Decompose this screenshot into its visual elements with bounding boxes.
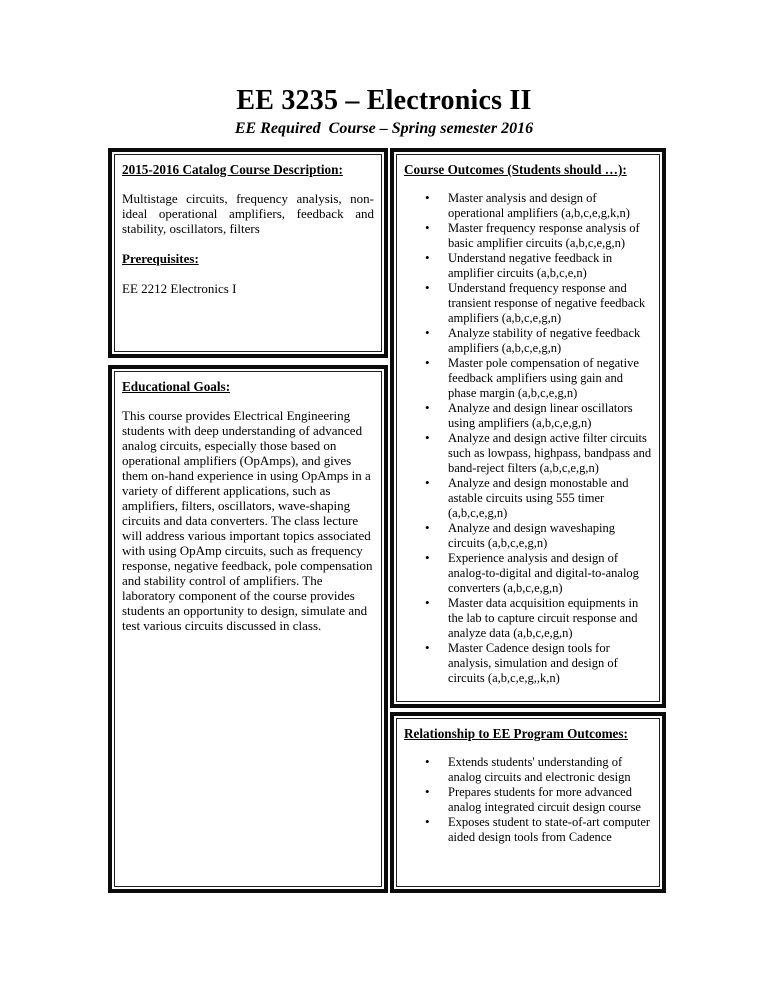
program-outcome-text: Exposes student to state-of-art computer aided design tools from Cadence (448, 815, 651, 844)
program-outcomes-heading: Relationship to EE Program Outcomes: (404, 726, 628, 741)
prerequisites-heading: Prerequisites: (122, 251, 199, 266)
course-outcome-item (404, 326, 652, 356)
bullet-icon: • (425, 355, 430, 370)
program-outcomes-list (404, 755, 652, 845)
bullet-icon: • (425, 280, 430, 295)
bullet-icon: • (425, 520, 430, 535)
course-outcome-text: Experience analysis and design of analog-to-digital and digital-to-analog converters (a,b,c,e,g,n) (448, 551, 639, 595)
course-outcomes-list (404, 191, 652, 686)
catalog-heading: 2015-2016 Catalog Course Description: (122, 162, 343, 177)
content-columns (108, 148, 666, 893)
course-outcome-item (404, 431, 652, 476)
bullet-icon: • (425, 814, 430, 829)
course-outcome-item (404, 641, 652, 686)
program-outcome-text: Prepares students for more advanced analog integrated circuit design course (448, 785, 641, 814)
catalog-description-box (108, 148, 388, 358)
left-column (108, 148, 388, 893)
bullet-icon: • (425, 784, 430, 799)
bullet-icon: • (425, 250, 430, 265)
course-outcome-text: Analyze and design monostable and astable circuits using 555 timer (a,b,c,e,g,n) (448, 476, 629, 520)
course-outcome-item (404, 596, 652, 641)
educational-goals-heading: Educational Goals: (122, 379, 231, 394)
educational-goals-text: This course provides Electrical Engineering students with deep understanding of advanced analog circuits, especially those based on operational amplifiers (OpAmps), and gives them on-hand experience in using OpAmps in a variety of different applications, such as amplifiers, filters, oscillators, wave-shaping circuits and data converters. The class lecture will address various important topics associated with using OpAmp circuits, such as frequency response, negative feedback, pole compensation and stability control of amplifiers. The laboratory component of the course provides students an opportunity to design, simulate and test various circuits discussed in class. (122, 408, 373, 633)
course-outcome-item (404, 521, 652, 551)
course-outcome-text: Master analysis and design of operational amplifiers (a,b,c,e,g,k,n) (448, 191, 630, 220)
course-outcome-item (404, 281, 652, 326)
course-outcome-text: Understand frequency response and transient response of negative feedback amplifiers (a,b,c,e,g,n) (448, 281, 646, 325)
course-outcomes-heading: Course Outcomes (Students should …): (404, 162, 627, 177)
program-outcome-text: Extends students' understanding of analog circuits and electronic design (448, 755, 631, 784)
bullet-icon: • (425, 640, 430, 655)
course-outcome-item (404, 476, 652, 521)
program-outcome-item (404, 785, 652, 815)
right-column (390, 148, 666, 893)
bullet-icon: • (425, 595, 430, 610)
program-outcome-item (404, 755, 652, 785)
course-outcome-text: Master pole compensation of negative feedback amplifiers using gain and phase margin (a,b,c,e,g,n) (448, 356, 639, 400)
bullet-icon: • (425, 550, 430, 565)
course-outcome-text: Analyze stability of negative feedback amplifiers (a,b,c,e,g,n) (448, 326, 641, 355)
bullet-icon: • (425, 325, 430, 340)
prerequisites-text: EE 2212 Electronics I (122, 281, 237, 296)
course-outcome-item (404, 191, 652, 221)
course-subtitle: EE Required Course – Spring semester 2016 (234, 120, 534, 137)
course-outcome-text: Analyze and design active filter circuits such as lowpass, highpass, bandpass and band-reject filters (a,b,c,e,g,n) (448, 431, 652, 475)
course-outcome-item (404, 551, 652, 596)
bullet-icon: • (425, 475, 430, 490)
bullet-icon: • (425, 190, 430, 205)
course-outcome-item (404, 401, 652, 431)
course-outcomes-box-inner (396, 154, 660, 702)
course-title: EE 3235 – Electronics II (236, 85, 532, 116)
bullet-icon: • (425, 400, 430, 415)
program-outcome-item (404, 815, 652, 845)
course-outcome-text: Master data acquisition equipments in the lab to capture circuit response and analyze data (a,b,c,e,g,n) (448, 596, 639, 640)
course-outcome-text: Analyze and design linear oscillators using amplifiers (a,b,c,e,g,n) (448, 401, 633, 430)
course-outcome-text: Master Cadence design tools for analysis, simulation and design of circuits (a,b,c,e,g,,k,n) (448, 641, 618, 685)
catalog-description-box-inner (114, 154, 382, 352)
educational-goals-box (108, 365, 388, 893)
course-outcomes-box (390, 148, 666, 708)
course-outcome-text: Understand negative feedback in amplifier circuits (a,b,c,e,n) (448, 251, 613, 280)
course-outcome-item (404, 221, 652, 251)
course-outcome-item (404, 356, 652, 401)
program-outcomes-box-inner (396, 718, 660, 887)
bullet-icon: • (425, 220, 430, 235)
page-header (0, 84, 768, 139)
bullet-icon: • (425, 430, 430, 445)
course-outcome-text: Master frequency response analysis of basic amplifier circuits (a,b,c,e,g,n) (448, 221, 640, 250)
course-outcome-text: Analyze and design waveshaping circuits (a,b,c,e,g,n) (448, 521, 615, 550)
course-outcome-item (404, 251, 652, 281)
program-outcomes-box (390, 712, 666, 893)
educational-goals-box-inner (114, 371, 382, 887)
bullet-icon: • (425, 754, 430, 769)
catalog-description-text: Multistage circuits, frequency analysis, non-ideal operational amplifiers, feedback and stability, oscillators, filters (122, 191, 374, 236)
